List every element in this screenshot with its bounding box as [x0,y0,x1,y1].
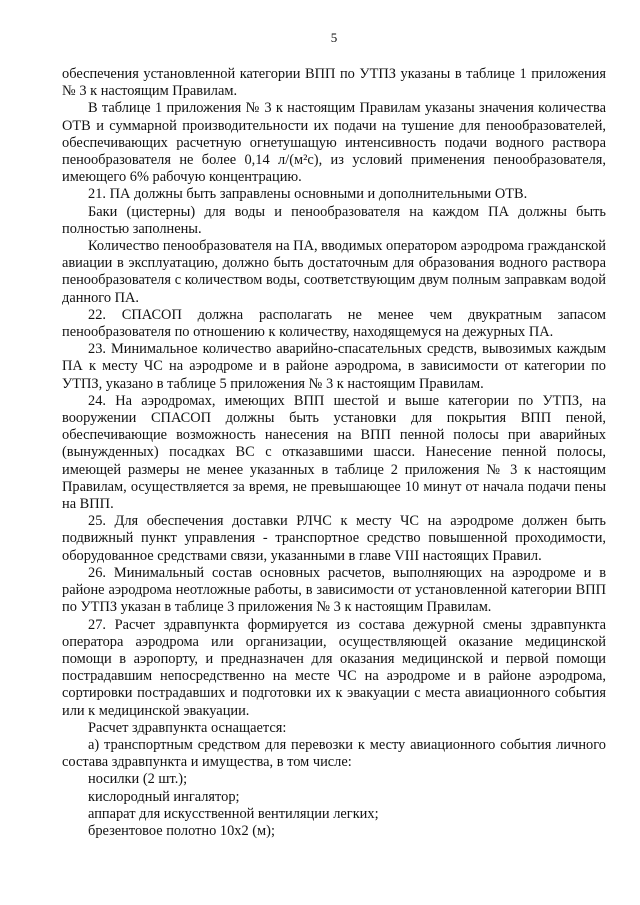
paragraph-equipment-intro: Расчет здравпункта оснащается: [88,719,287,736]
list-item-ventilator: аппарат для искусственной вентиляции легких; [88,805,379,822]
paragraph-25: 25. Для обеспечения доставки РЛЧС к месту ЧС на аэродроме должен быть подвижный пункт управления - транспортное средство повышенной проходимости, оборудованное средствами связи, указанными в главе VIII настоящих Правил. [62,513,606,564]
page-number: 5 [330,30,338,45]
paragraph-26: 26. Минимальный состав основных расчетов, выполняющих на аэродроме и в районе аэродрома неотложные работы, в зависимости от установленной категории ВПП по УТПЗ указан в таблице 3 приложения № 3 к настоящим Правилам. [62,564,606,616]
paragraph-tanks: Баки (цистерны) для воды и пенообразователя на каждом ПА должны быть полностью заполнены. [62,203,606,237]
paragraph-table1-note: В таблице 1 приложения № 3 к настоящим Правилам указаны значения количества ОТВ и суммарной производительности их подачи на тушение для пенообразователей, обеспечивающих расчетную огнетушащую интенсивность подачи водного раствора пенообразователя не более 0,14 л/(м²с), из условий применения пенообразователя, имеющего 6% рабочую концентрацию. [62,100,606,186]
list-item-stretchers: носилки (2 шт.); [88,771,188,788]
list-item-oxygen-inhaler: кислородный ингалятор; [88,788,240,805]
paragraph-22: 22. СПАСОП должна располагать не менее чем двукратным запасом пенообразователя по отношению к количеству, находящемуся на дежурных ПА. [62,306,606,341]
paragraph-continuation: обеспечения установленной категории ВПП по УТПЗ указаны в таблице 1 приложения № 3 к настоящим Правилам. [62,66,606,100]
paragraph-23: 23. Минимальное количество аварийно-спасательных средств, вывозимых каждым ПА к месту ЧС на аэродроме и в районе аэродрома, в зависимости от категории по УТПЗ, указано в таблице 5 приложения № 3 к настоящим Правилам. [62,341,606,392]
paragraph-27: 27. Расчет здравпункта формируется из состава дежурной смены здравпункта оператора аэродрома или организации, осуществляющей оказание медицинской помощи в аэропорту, и предназначен для оказания медицинской и первой помощи пострадавшим непосредственно на месте ЧС на аэродроме и в районе аэродрома, сортировки пострадавших и подготовки их к эвакуации с места авиационного события или к медицинской эвакуации. [62,616,606,719]
list-item-tarpaulin: брезентовое полотно 10х2 (м); [88,822,275,839]
paragraph-item-a: а) транспортным средством для перевозки к месту авиационного события личного состава здравпункта и имущества, в том числе: [62,736,606,771]
paragraph-21: 21. ПА должны быть заправлены основными и дополнительными ОТВ. [88,186,528,203]
paragraph-24: 24. На аэродромах, имеющих ВПП шестой и выше категории по УТПЗ, на вооружении СПАСОП должны быть установки для покрытия ВПП пеной, обеспечивающие возможность нанесения на ВПП пенной полосы при аварийных (вынужденных) посадках ВС с отказавшими шасси. Нанесение пенной полосы, имеющей размеры не менее указанных в таблице 2 приложения № 3 к настоящим Правилам, осуществляется за время, не превышающее 10 минут от начала подачи пены на ВПП. [62,392,606,513]
paragraph-foam-quantity: Количество пенообразователя на ПА, вводимых оператором аэродрома гражданской авиации в эксплуатацию, должно быть достаточным для образования водного раствора пенообразователя с количеством воды, соответствующим двум полным заправкам водой данного ПА. [62,238,606,306]
document-body [62,66,606,840]
